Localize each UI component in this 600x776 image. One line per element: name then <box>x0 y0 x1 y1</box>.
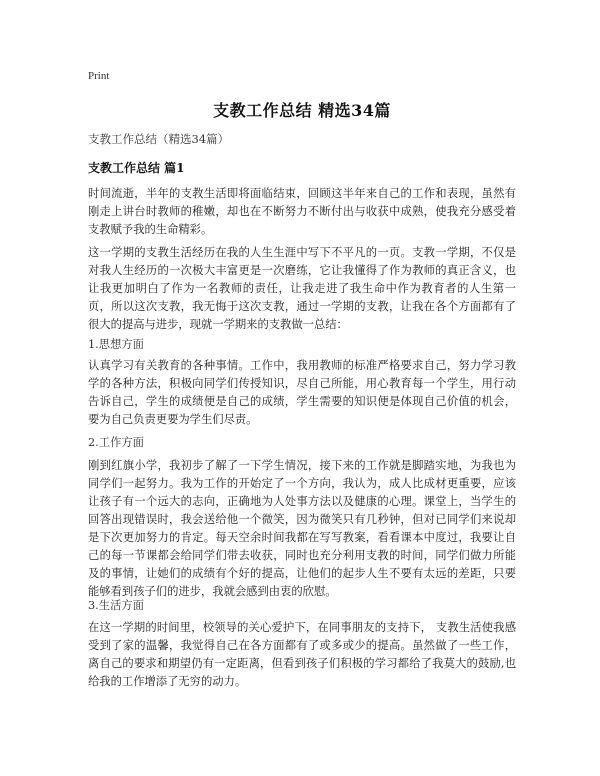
section-label-thought: 1.思想方面 <box>88 338 144 351</box>
intro-paragraph-2: 这一学期的支教生活经历在我的人生生涯中写下不平凡的一页。支教一学期，不仅是对我人生经历的一次极大丰富更是一次磨练，它让我懂得了作为教师的真正含义，也让我更加明白了作为一名教师的责任，让我走进了我生命中作为教育者的人生第一页，所以这次支教，我无悔于这次支教，通过一学期的支教，让我在各个方面都有了很大的提高与进步，现就一学期来的支教做一总结： <box>88 246 516 331</box>
section-text-work: 刚到红旗小学，我初步了解了一下学生情况，接下来的工作就是脚踏实地，为我也为同学们一起努力。我为工作的开始定了一个方向，我认为，成人比成材更重要，应该让孩子有一个远大的志向，正确地为人处事方法以及健康的心理。课堂上，当学生的回答出现错误时，我会送给他一个微笑，因为微笑只有几秒钟，但对已同学们来说却是下次更加努力的肯定。每天空余时间我都在写写教案，看看课本中度过，我要让自己的每一节课都会给同学们带去收获，同时也充分利用支教的时间，同学们做力所能及的事情，让她们的成绩有个好的提高，让他们的起步人生不要有太远的差距，只要能够看到孩子们的进步，我就会感到由衷的欣慰。 <box>88 459 516 598</box>
section-text-life: 在这一学期的时间里，校领导的关心爱护下，在同事朋友的支持下， 支教生活使我感受到了家的温馨，我觉得自己在各方面都有了或多或少的提高。虽然做了一些工作，离自己的要求和期望仍有一定距离，但看到孩子们积极的学习都给了我莫大的鼓励,也给我的工作增添了无穷的动力。 <box>88 621 516 688</box>
section-label-life: 3.生活方面 <box>88 599 144 612</box>
section-text-thought: 认真学习有关教育的各种事情。工作中，我用教师的标准严格要求自己，努力学习教学的各种方法，积极向同学们传授知识，尽自己所能，用心教育每一个学生，用行动告诉自己，学生的成绩便是自己的成绩，学生需要的知识便是体现自己价值的机会，要为自己负责更要为学生们尽责。 <box>88 359 516 426</box>
section-heading: 支教工作总结 篇1 <box>88 161 185 175</box>
intro-paragraph-1: 时间流逝，半年的支教生活即将面临结束，回顾这半年来自己的工作和表现，虽然有刚走上讲台时教师的稚嫩，却也在不断努力不断付出与收获中成熟，使我充分感受着支教赋予我的生命精彩。 <box>88 187 516 236</box>
print-link[interactable]: Print <box>88 70 110 82</box>
section-label-work: 2.工作方面 <box>88 436 144 449</box>
document-subtitle: 支教工作总结（精选34篇） <box>88 132 230 146</box>
document-title: 支教工作总结 精选34篇 <box>213 101 391 120</box>
